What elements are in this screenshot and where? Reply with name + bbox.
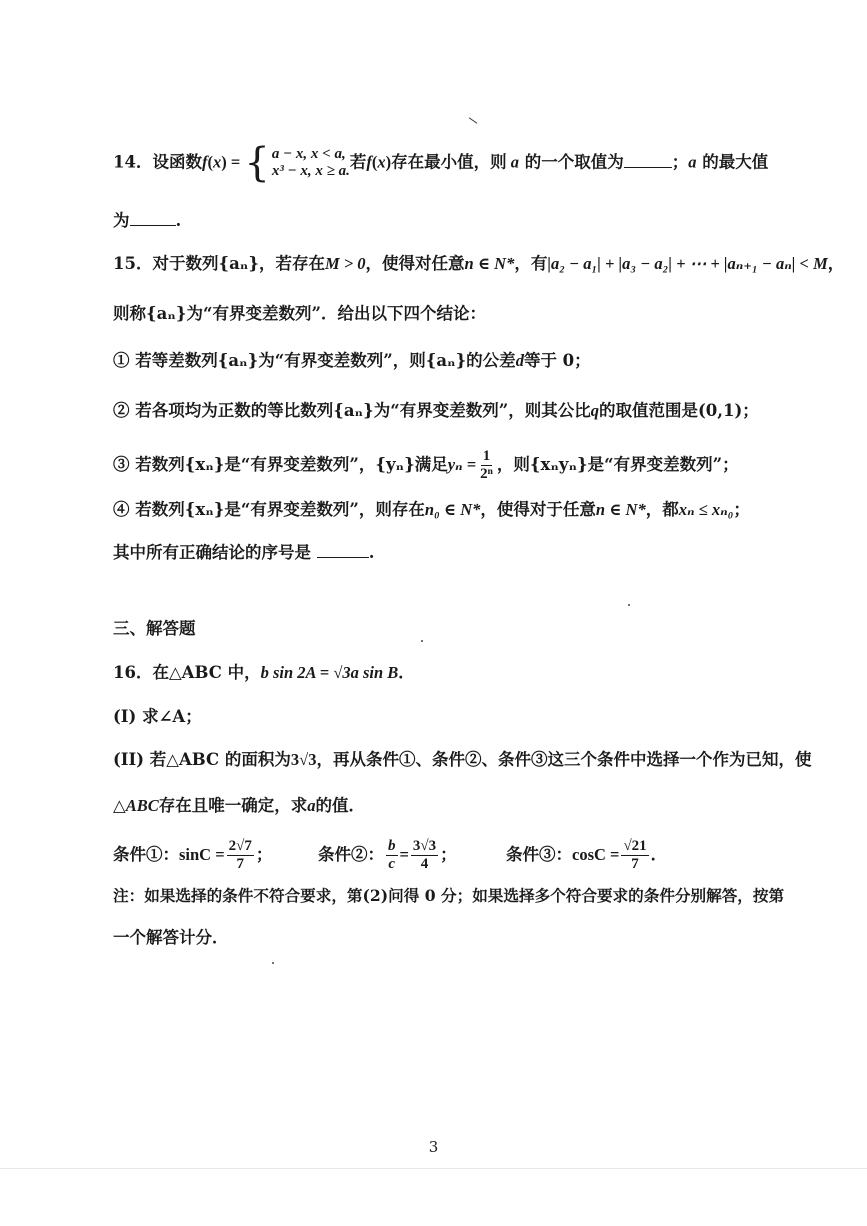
q15-conclusion-2: ② 若各项均为正数的等比数列{aₙ}为“有界变差数列”，则其公比q的取值范围是(0,1)； xyxy=(113,401,759,420)
q16-line1: 16．在△ABC 中，b sin 2A = √3a sin B． xyxy=(113,663,415,682)
scan-speck xyxy=(628,604,630,606)
answer-blank[interactable] xyxy=(130,225,176,226)
condition-3: 条件③：cosC = $\frac{√21}{7}$ ． xyxy=(506,838,668,872)
fraction: $\frac{2√7}{7}$ xyxy=(228,838,252,872)
q16-part1: (I) 求∠A； xyxy=(113,707,202,726)
piecewise-function: { a − x, x < a, x³ − x, x ≥ a. xyxy=(244,140,350,186)
answer-blank[interactable] xyxy=(317,557,369,558)
scan-speck xyxy=(469,117,478,124)
q15-final: 其中所有正确结论的序号是 . xyxy=(113,543,375,562)
answer-blank[interactable] xyxy=(624,167,672,168)
scan-speck xyxy=(272,962,274,964)
q16-part2-line2: △ABC存在且唯一确定，求a的值． xyxy=(113,796,365,815)
page-number: 3 xyxy=(428,1138,439,1156)
q14-line1: 14．设函数f(x) = { a − x, x < a, x³ − x, x ≥ a. 若f(x)存在最小值，则 a 的一个取值为 ；a 的最大值 xyxy=(113,140,769,186)
q14-line2: 为 . xyxy=(113,211,182,230)
q16-note-line1: 注：如果选择的条件不符合要求，第(2)问得 0 分；如果选择多个符合要求的条件分别解答，按第 xyxy=(113,886,785,905)
fraction: $\frac{3√3}{4}$ xyxy=(412,838,437,872)
q15-conclusion-1: ① 若等差数列{aₙ}为“有界变差数列”，则{aₙ}的公差d等于 0； xyxy=(113,351,591,370)
condition-2: 条件②： $\frac{b}{c}$ = $\frac{3√3}{4}$ ； xyxy=(318,838,457,872)
scan-speck xyxy=(421,640,423,642)
condition-1: 条件①：sinC = $\frac{2√7}{7}$ ； xyxy=(113,838,273,872)
q16-part2: (II) 若△ABC 的面积为3√3，再从条件①、条件②、条件③这三个条件中选择一个作为已知，使 xyxy=(113,750,812,769)
q16-conditions xyxy=(113,838,827,872)
q16-note-line2: 一个解答计分． xyxy=(113,928,229,947)
q15-conclusion-3: ③ 若数列{xₙ}是“有界变差数列”，{yₙ}满足yₙ = $\frac{1}{\text{2ⁿ}}$ ，则{xₙyₙ}是“有界变差数列”； xyxy=(113,448,739,482)
section-title: 三、解答题 xyxy=(113,619,196,638)
q15-line2: 则称{aₙ}为“有界变差数列”．给出以下四个结论： xyxy=(113,304,486,323)
q15-line1: 15．对于数列{aₙ}，若存在M > 0，使得对任意n ∈ N*，有|a₂ − a₁| + |a₃ − a₂| + ⋯ + |aₙ₊₁ − aₙ| < M， xyxy=(113,254,845,273)
fraction: $\frac{1}{\text{2ⁿ}}$ xyxy=(480,448,493,482)
bottom-divider xyxy=(0,1168,867,1169)
q15-conclusion-4: ④ 若数列{xₙ}是“有界变差数列”，则存在n₀ ∈ N*，使得对于任意n ∈ N*，都xₙ ≤ xₙ₀； xyxy=(113,500,750,519)
fraction: $\frac{b}{c}$ xyxy=(388,838,396,872)
fraction: $\frac{√21}{7}$ xyxy=(623,838,647,872)
